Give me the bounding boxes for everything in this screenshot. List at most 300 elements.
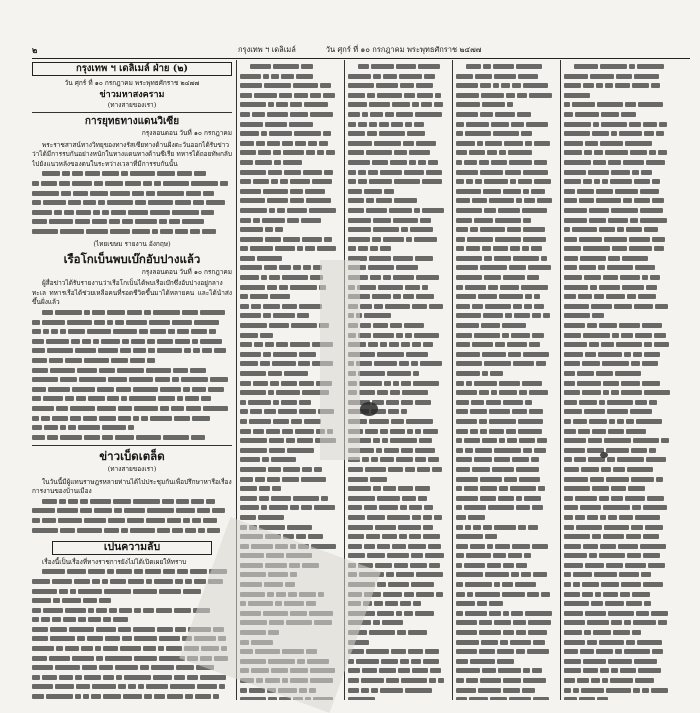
text-word bbox=[147, 339, 155, 344]
text-word bbox=[636, 611, 649, 616]
text-word bbox=[133, 589, 157, 594]
text-word bbox=[184, 348, 191, 353]
text-word bbox=[498, 668, 521, 673]
text-word bbox=[652, 179, 660, 184]
text-word bbox=[592, 486, 609, 491]
text-word bbox=[44, 425, 58, 430]
text-line bbox=[348, 532, 448, 542]
text-word bbox=[193, 348, 200, 353]
text-word bbox=[348, 122, 356, 127]
text-word bbox=[269, 323, 289, 328]
text-word bbox=[130, 171, 155, 176]
text-word bbox=[399, 361, 409, 366]
article-editorial-text: เรื่องนี้เป็นเรื่องที่ทางราชการยังไม่ได้เปิดเผยให้ทราบ bbox=[42, 557, 187, 566]
text-word bbox=[651, 83, 660, 88]
text-word bbox=[517, 93, 527, 98]
text-line bbox=[564, 148, 674, 158]
text-word bbox=[466, 553, 491, 558]
text-word bbox=[478, 688, 501, 693]
text-word bbox=[491, 160, 507, 165]
text-word bbox=[564, 668, 581, 673]
text-word bbox=[487, 563, 501, 568]
text-word bbox=[466, 64, 481, 69]
text-line bbox=[240, 168, 340, 178]
text-word bbox=[564, 544, 581, 549]
text-word bbox=[635, 678, 654, 683]
text-word bbox=[185, 528, 196, 533]
text-line bbox=[456, 427, 556, 437]
text-word bbox=[456, 218, 472, 223]
text-word bbox=[240, 313, 261, 318]
text-word bbox=[456, 668, 480, 673]
text-word bbox=[70, 589, 76, 594]
text-word bbox=[60, 329, 66, 334]
headline-ship: เรือโกเบ็นพบเบ๊กอับปางแล้ว bbox=[63, 252, 201, 267]
text-word bbox=[502, 592, 525, 597]
text-word bbox=[603, 390, 609, 395]
text-word bbox=[240, 179, 251, 184]
text-word bbox=[616, 74, 632, 79]
text-word bbox=[257, 256, 282, 261]
text-word bbox=[369, 256, 391, 261]
text-word bbox=[65, 358, 82, 363]
text-word bbox=[262, 457, 269, 462]
text-word bbox=[498, 208, 520, 213]
text-word bbox=[438, 678, 444, 683]
text-word bbox=[508, 352, 521, 357]
text-word bbox=[129, 396, 156, 401]
text-word bbox=[519, 390, 527, 395]
text-word bbox=[261, 505, 267, 510]
text-word bbox=[577, 381, 601, 386]
text-word bbox=[523, 678, 546, 683]
text-word bbox=[133, 416, 139, 421]
text-word bbox=[173, 368, 188, 373]
text-word bbox=[86, 229, 108, 234]
text-word bbox=[424, 505, 433, 510]
text-word bbox=[348, 678, 359, 683]
text-word bbox=[408, 649, 423, 654]
text-line bbox=[456, 686, 556, 696]
text-line bbox=[240, 129, 340, 139]
text-line bbox=[564, 187, 674, 197]
text-word bbox=[564, 659, 581, 664]
text-word bbox=[281, 74, 294, 79]
text-word bbox=[207, 528, 220, 533]
text-word bbox=[240, 122, 263, 127]
text-word bbox=[644, 227, 658, 232]
text-word bbox=[240, 477, 253, 482]
text-word bbox=[272, 361, 296, 366]
text-line bbox=[564, 81, 674, 91]
text-word bbox=[240, 352, 261, 357]
text-word bbox=[53, 598, 60, 603]
text-word bbox=[85, 171, 100, 176]
text-word bbox=[518, 74, 538, 79]
text-word bbox=[72, 181, 92, 186]
text-word bbox=[423, 429, 438, 434]
text-word bbox=[43, 608, 63, 613]
text-line bbox=[564, 686, 674, 696]
text-word bbox=[169, 219, 180, 224]
text-line bbox=[348, 379, 448, 389]
text-word bbox=[295, 429, 314, 434]
text-word bbox=[513, 620, 526, 625]
text-line bbox=[348, 72, 448, 82]
text-word bbox=[510, 486, 536, 491]
text-word bbox=[643, 122, 657, 127]
text-word bbox=[119, 608, 132, 613]
text-line bbox=[456, 331, 556, 341]
text-word bbox=[401, 227, 408, 232]
text-word bbox=[128, 210, 148, 215]
text-word bbox=[396, 572, 414, 577]
text-line bbox=[348, 494, 448, 504]
text-word bbox=[606, 448, 629, 453]
text-word bbox=[456, 342, 470, 347]
text-word bbox=[564, 438, 586, 443]
text-word bbox=[303, 170, 322, 175]
text-word bbox=[364, 544, 375, 549]
text-word bbox=[144, 694, 152, 699]
text-word bbox=[607, 265, 633, 270]
text-word bbox=[98, 348, 118, 353]
text-word bbox=[387, 371, 411, 376]
text-word bbox=[456, 304, 470, 309]
text-line bbox=[240, 139, 340, 149]
text-word bbox=[564, 611, 583, 616]
text-line bbox=[564, 168, 674, 178]
text-word bbox=[150, 210, 170, 215]
text-word bbox=[263, 74, 269, 79]
text-word bbox=[396, 333, 403, 338]
text-word bbox=[588, 170, 609, 175]
text-word bbox=[432, 467, 442, 472]
text-word bbox=[250, 64, 271, 69]
text-word bbox=[488, 505, 514, 510]
text-word bbox=[113, 329, 137, 334]
text-word bbox=[287, 525, 312, 530]
text-word bbox=[601, 467, 611, 472]
text-word bbox=[652, 649, 663, 654]
text-word bbox=[374, 304, 383, 309]
header-rule bbox=[32, 58, 690, 59]
text-word bbox=[409, 150, 430, 155]
text-word bbox=[195, 694, 211, 699]
text-word bbox=[502, 582, 513, 587]
text-word bbox=[185, 694, 193, 699]
text-word bbox=[42, 310, 53, 315]
text-word bbox=[505, 170, 521, 175]
text-word bbox=[482, 438, 497, 443]
text-word bbox=[269, 208, 275, 213]
text-word bbox=[32, 684, 53, 689]
text-word bbox=[380, 688, 403, 693]
text-word bbox=[182, 310, 198, 315]
text-word bbox=[612, 246, 627, 251]
text-word bbox=[564, 640, 585, 645]
text-line bbox=[456, 407, 556, 417]
text-line bbox=[564, 503, 674, 513]
text-word bbox=[377, 93, 402, 98]
text-word bbox=[538, 486, 545, 491]
text-word bbox=[308, 141, 317, 146]
text-line bbox=[456, 570, 556, 580]
text-word bbox=[405, 122, 412, 127]
text-word bbox=[529, 93, 552, 98]
text-word bbox=[122, 219, 133, 224]
text-line bbox=[348, 158, 448, 168]
text-word bbox=[564, 409, 582, 414]
text-word bbox=[303, 265, 311, 270]
text-word bbox=[390, 438, 417, 443]
text-line bbox=[32, 356, 232, 366]
text-word bbox=[383, 74, 397, 79]
text-word bbox=[99, 598, 111, 603]
text-word bbox=[495, 218, 521, 223]
text-word bbox=[84, 518, 106, 523]
text-word bbox=[503, 678, 521, 683]
text-word bbox=[263, 313, 271, 318]
text-word bbox=[523, 237, 546, 242]
text-word bbox=[32, 694, 44, 699]
text-word bbox=[376, 83, 398, 88]
text-word bbox=[77, 636, 85, 641]
text-word bbox=[600, 141, 623, 146]
text-word bbox=[404, 323, 424, 328]
masthead-date: วัน ศุกร์ ที่ ๑๐ กรกฎาคม พระพุทธศักราช ๒๔๗๗ bbox=[64, 78, 200, 87]
headline-war: การยุทธทางแดนวิเซีย bbox=[84, 116, 180, 128]
text-word bbox=[583, 333, 610, 338]
text-word bbox=[203, 518, 217, 523]
issue-date: วัน ศุกร์ ที่ ๑๐ กรกฎาคม พระพุทธศักราช ๒๔๗๗ bbox=[325, 45, 482, 54]
text-word bbox=[456, 601, 475, 606]
text-word bbox=[123, 694, 142, 699]
text-word bbox=[348, 131, 365, 136]
text-word bbox=[358, 371, 385, 376]
text-word bbox=[640, 208, 663, 213]
text-word bbox=[456, 275, 482, 280]
text-word bbox=[598, 352, 622, 357]
text-word bbox=[43, 329, 49, 334]
text-word bbox=[293, 496, 319, 501]
text-word bbox=[456, 534, 483, 539]
text-word bbox=[276, 102, 288, 107]
text-word bbox=[78, 425, 100, 430]
text-word bbox=[491, 390, 497, 395]
text-line bbox=[32, 394, 232, 404]
text-word bbox=[366, 150, 392, 155]
text-word bbox=[524, 304, 532, 309]
text-word bbox=[71, 339, 80, 344]
text-line bbox=[456, 148, 556, 158]
text-word bbox=[519, 477, 540, 482]
text-word bbox=[456, 381, 464, 386]
text-line bbox=[32, 433, 232, 443]
text-word bbox=[114, 508, 122, 513]
text-word bbox=[512, 457, 529, 462]
text-word bbox=[323, 131, 331, 136]
text-word bbox=[271, 496, 291, 501]
text-word bbox=[396, 611, 402, 616]
text-word bbox=[32, 589, 57, 594]
text-word bbox=[644, 131, 654, 136]
text-line bbox=[32, 189, 232, 199]
text-word bbox=[174, 675, 185, 680]
text-word bbox=[632, 170, 639, 175]
text-word bbox=[391, 649, 406, 654]
text-line bbox=[564, 628, 674, 638]
text-line bbox=[456, 62, 556, 72]
text-line bbox=[456, 129, 556, 139]
text-word bbox=[456, 582, 463, 587]
text-word bbox=[493, 246, 508, 251]
text-line bbox=[564, 216, 674, 226]
text-word bbox=[564, 601, 589, 606]
text-word bbox=[69, 627, 94, 632]
text-word bbox=[240, 457, 260, 462]
text-word bbox=[622, 256, 648, 261]
text-word bbox=[654, 342, 669, 347]
text-word bbox=[240, 342, 252, 347]
text-word bbox=[380, 170, 402, 175]
text-word bbox=[512, 409, 527, 414]
text-word bbox=[493, 83, 499, 88]
text-word bbox=[323, 93, 335, 98]
text-word bbox=[589, 342, 599, 347]
text-word bbox=[240, 467, 266, 472]
text-word bbox=[146, 579, 152, 584]
text-word bbox=[564, 525, 574, 530]
text-word bbox=[83, 598, 97, 603]
text-line bbox=[348, 302, 448, 312]
text-line bbox=[348, 446, 448, 456]
text-word bbox=[617, 457, 644, 462]
text-word bbox=[456, 333, 472, 338]
text-word bbox=[494, 582, 500, 587]
text-word bbox=[499, 486, 508, 491]
text-word bbox=[415, 448, 435, 453]
text-word bbox=[157, 171, 175, 176]
text-word bbox=[564, 467, 579, 472]
text-word bbox=[301, 505, 312, 510]
text-line bbox=[32, 414, 232, 424]
text-word bbox=[585, 141, 598, 146]
text-word bbox=[92, 219, 107, 224]
text-word bbox=[456, 525, 463, 530]
text-word bbox=[615, 83, 630, 88]
text-word bbox=[646, 160, 665, 165]
text-word bbox=[364, 189, 382, 194]
text-word bbox=[564, 237, 577, 242]
text-word bbox=[393, 381, 399, 386]
text-word bbox=[589, 419, 607, 424]
text-line bbox=[348, 311, 448, 321]
text-line bbox=[564, 379, 674, 389]
text-word bbox=[157, 528, 170, 533]
text-word bbox=[507, 342, 527, 347]
text-word bbox=[635, 515, 660, 520]
text-word bbox=[200, 339, 222, 344]
text-word bbox=[596, 649, 613, 654]
text-line bbox=[456, 196, 556, 206]
text-word bbox=[370, 112, 383, 117]
text-word bbox=[470, 659, 495, 664]
text-word bbox=[423, 342, 433, 347]
text-word bbox=[368, 170, 378, 175]
text-line bbox=[456, 446, 556, 456]
text-line bbox=[564, 609, 674, 619]
text-word bbox=[104, 589, 131, 594]
text-word bbox=[480, 112, 493, 117]
text-word bbox=[583, 179, 592, 184]
text-word bbox=[651, 688, 668, 693]
text-line bbox=[348, 196, 448, 206]
text-word bbox=[373, 218, 391, 223]
text-word bbox=[380, 457, 394, 462]
text-word bbox=[299, 381, 314, 386]
text-word bbox=[603, 275, 618, 280]
text-line bbox=[348, 216, 448, 226]
text-word bbox=[579, 198, 594, 203]
text-line bbox=[348, 465, 448, 475]
text-word bbox=[575, 112, 599, 117]
text-word bbox=[175, 339, 190, 344]
text-word bbox=[583, 659, 606, 664]
headline-editorial: เปนความลับ bbox=[52, 541, 212, 555]
text-word bbox=[103, 675, 114, 680]
text-word bbox=[269, 448, 285, 453]
text-word bbox=[134, 608, 141, 613]
text-word bbox=[402, 390, 428, 395]
text-word bbox=[626, 227, 642, 232]
text-word bbox=[299, 400, 311, 405]
text-word bbox=[606, 688, 631, 693]
text-word bbox=[529, 409, 543, 414]
text-word bbox=[605, 150, 628, 155]
text-word bbox=[564, 131, 590, 136]
text-word bbox=[482, 668, 496, 673]
text-word bbox=[426, 170, 442, 175]
text-word bbox=[620, 668, 636, 673]
text-line bbox=[564, 311, 674, 321]
text-word bbox=[489, 429, 504, 434]
text-word bbox=[592, 131, 609, 136]
text-word bbox=[348, 237, 370, 242]
text-word bbox=[258, 515, 284, 520]
text-line bbox=[456, 379, 556, 389]
text-word bbox=[625, 496, 645, 501]
text-word bbox=[310, 93, 321, 98]
text-word bbox=[611, 620, 622, 625]
text-word bbox=[627, 553, 641, 558]
text-word bbox=[456, 544, 468, 549]
text-word bbox=[425, 553, 444, 558]
text-word bbox=[456, 505, 462, 510]
text-word bbox=[465, 285, 486, 290]
text-word bbox=[624, 620, 631, 625]
text-word bbox=[377, 544, 390, 549]
text-word bbox=[577, 371, 594, 376]
text-word bbox=[273, 313, 295, 318]
text-word bbox=[32, 377, 58, 382]
text-word bbox=[573, 688, 579, 693]
text-word bbox=[564, 83, 581, 88]
text-word bbox=[274, 160, 281, 165]
text-word bbox=[177, 569, 188, 574]
text-word bbox=[608, 160, 621, 165]
text-word bbox=[254, 342, 263, 347]
